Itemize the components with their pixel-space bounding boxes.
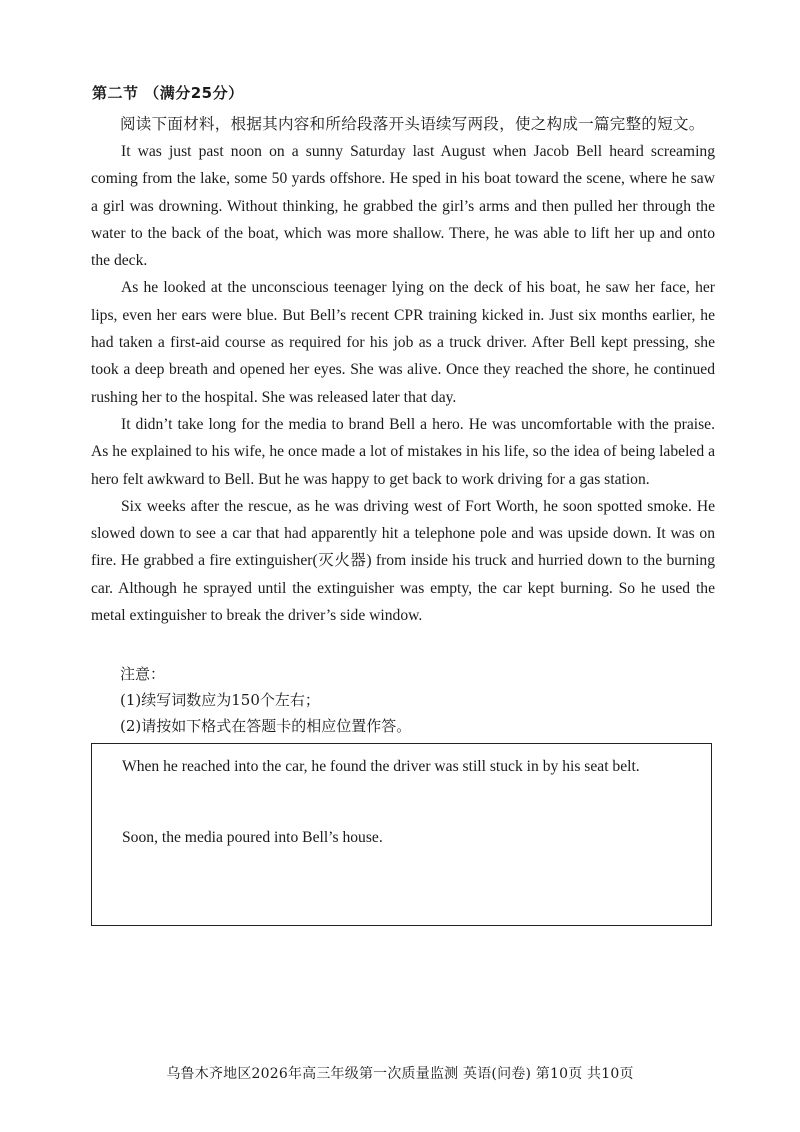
page-footer: 乌鲁木齐地区2026年高三年级第一次质量监测 英语(问卷) 第10页 共10页 [166,1066,634,1082]
passage-paragraph: Six weeks after the rescue, as he was driving west of Fort Worth, he soon spotted smoke. He slowed down to see a car that had apparently hit a telephone pole and was upside down. It was on fire. He grabbed a fire extinguisher(灭火器) from inside his truck and hurried down to the burning car. Although he sprayed until the extinguisher was empty, the car kept burning. So he used the metal extinguisher to break the driver’s side window. [91,497,715,625]
paragraph-opening-2: Soon, the media poured into Bell’s house. [122,829,383,846]
section-title: 第二节 （满分25分） [92,84,244,102]
passage-paragraph: It was just past noon on a sunny Saturday last August when Jacob Bell heard screaming coming from the lake, some 50 yards offshore. He sped in his boat toward the scene, where he saw a girl was drowning. Without thinking, he grabbed the girl’s arms and then pulled her through the water to the back of the boat, which was more shallow. There, he was able to lift her up and onto the deck. [91,143,715,270]
note-item: (1)续写词数应为150个左右； [120,691,320,709]
passage-paragraph: As he looked at the unconscious teenager lying on the deck of his boat, he saw her face, her lips, even her ears were blue. But Bell’s recent CPR training kicked in. Just six months earlier, he had taken a first-aid course as required for his job as a truck driver. After Bell kept pressing, she took a deep breath and opened her eyes. She was alive. Once they reached the shore, he continued rushing her to the hospital. She was released later that day. [91,279,715,406]
notes-section [120,661,411,739]
answer-format-box [91,743,712,926]
task-instruction: 阅读下面材料，根据其内容和所给段落开头语续写两段，使之构成一篇完整的短文。 [120,115,705,133]
passage-paragraph: It didn’t take long for the media to brand Bell a hero. He was uncomfortable with the praise. As he explained to his wife, he once made a lot of mistakes in his life, so the idea of being labeled a hero felt awkward to Bell. But he was happy to get back to work driving for a gas station. [91,415,715,488]
note-item: (2)请按如下格式在答题卡的相应位置作答。 [120,717,412,735]
notes-heading: 注意： [120,665,166,683]
reading-passage [91,138,715,629]
paragraph-opening-1: When he reached into the car, he found the driver was still stuck in by his seat belt. [122,758,640,775]
